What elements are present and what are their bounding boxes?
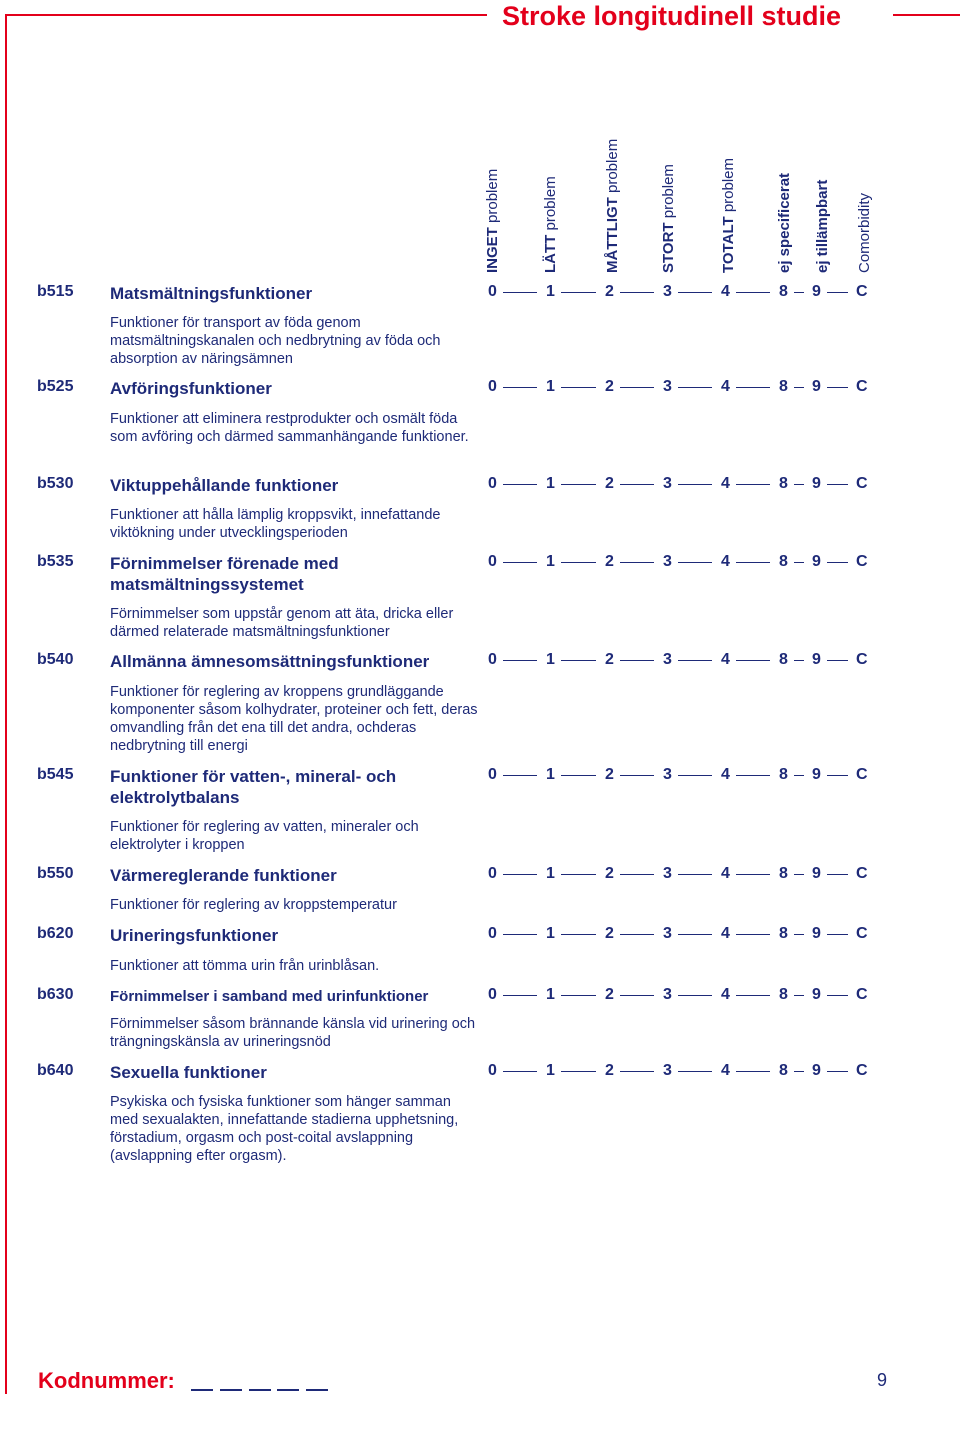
scale-connector-line <box>827 934 848 935</box>
rating-option[interactable]: 2 <box>605 986 614 1003</box>
rating-option[interactable]: C <box>856 766 868 783</box>
scale-connector-line <box>620 934 654 935</box>
item-name: Viktuppehållande funktioner <box>110 476 339 495</box>
scale-connector-line <box>561 934 596 935</box>
code-blank-5 <box>306 1389 328 1391</box>
rating-option[interactable]: 1 <box>546 925 555 942</box>
rating-option[interactable]: 1 <box>546 553 555 570</box>
column-header <box>484 73 501 273</box>
scale-connector-line <box>503 660 537 661</box>
rating-option[interactable]: 0 <box>488 1062 497 1079</box>
rating-option[interactable]: 8 <box>779 925 788 942</box>
rating-option[interactable]: 9 <box>812 986 821 1003</box>
scale-connector-line <box>620 995 654 996</box>
item-name: Förnimmelser i samband med urinfunktioner <box>110 988 429 1005</box>
scale-connector-line <box>827 660 848 661</box>
rating-option[interactable]: 1 <box>546 1062 555 1079</box>
item-code: b640 <box>37 1062 74 1079</box>
rating-option[interactable]: 2 <box>605 1062 614 1079</box>
rating-option[interactable]: C <box>856 378 868 395</box>
item-description: Funktioner att hålla lämplig kroppsvikt, innefattande viktökning under utvecklingsperioden <box>110 507 441 541</box>
scale-connector-line <box>678 775 712 776</box>
item-description: Funktioner för reglering av kroppstemperatur <box>110 897 397 913</box>
rating-scale <box>0 865 960 885</box>
scale-connector-line <box>503 934 537 935</box>
rating-option[interactable]: 0 <box>488 475 497 492</box>
rating-option[interactable]: 0 <box>488 766 497 783</box>
item-name: Sexuella funktioner <box>110 1063 267 1082</box>
scale-connector-line <box>561 562 596 563</box>
scale-connector-line <box>736 874 770 875</box>
rating-option[interactable]: 8 <box>779 475 788 492</box>
column-header-strong: ej specificerat <box>776 172 793 273</box>
rating-option[interactable]: 4 <box>721 1062 730 1079</box>
rating-option[interactable]: 9 <box>812 475 821 492</box>
column-header-rest: problem <box>542 176 559 235</box>
rating-scale <box>0 766 960 786</box>
rating-option[interactable]: 9 <box>812 378 821 395</box>
scale-connector-line <box>827 292 848 293</box>
rating-option[interactable]: 1 <box>546 378 555 395</box>
scale-connector-line <box>794 934 804 935</box>
rating-option[interactable]: 8 <box>779 865 788 882</box>
column-header <box>720 73 737 273</box>
item-code: b540 <box>37 651 74 668</box>
rating-option[interactable]: 2 <box>605 865 614 882</box>
rating-option[interactable]: C <box>856 986 868 1003</box>
rating-option[interactable]: 0 <box>488 553 497 570</box>
scale-connector-line <box>678 1071 712 1072</box>
rating-option[interactable]: 9 <box>812 925 821 942</box>
scale-connector-line <box>620 387 654 388</box>
scale-connector-line <box>561 660 596 661</box>
rating-option[interactable]: 1 <box>546 283 555 300</box>
column-header-strong: LÄTT <box>542 234 559 273</box>
scale-connector-line <box>678 484 712 485</box>
frame-left-line <box>5 14 7 1394</box>
scale-connector-line <box>794 292 804 293</box>
rating-option[interactable]: 4 <box>721 553 730 570</box>
scale-connector-line <box>736 292 770 293</box>
item-code: b620 <box>37 925 74 942</box>
scale-connector-line <box>503 292 537 293</box>
rating-option[interactable]: 8 <box>779 651 788 668</box>
rating-option[interactable]: 4 <box>721 378 730 395</box>
rating-scale <box>0 553 960 573</box>
scale-connector-line <box>561 874 596 875</box>
scale-connector-line <box>794 874 804 875</box>
scale-connector-line <box>827 1071 848 1072</box>
column-header-rest: problem <box>604 138 621 198</box>
rating-option[interactable]: 2 <box>605 651 614 668</box>
rating-scale <box>0 283 960 303</box>
rating-scale <box>0 986 960 1006</box>
item-code: b550 <box>37 865 74 882</box>
item-name: Värmereglerande funktioner <box>110 866 337 885</box>
rating-option[interactable]: C <box>856 1062 868 1079</box>
column-header <box>814 73 831 273</box>
item-name: Avföringsfunktioner <box>110 379 272 398</box>
scale-connector-line <box>620 874 654 875</box>
code-blank-1 <box>191 1389 213 1391</box>
item-name: Funktioner för vatten-, mineral- och elektrolytbalans <box>110 767 397 807</box>
scale-connector-line <box>503 387 537 388</box>
code-blank-3 <box>249 1389 271 1391</box>
code-number-label: Kodnummer: <box>38 1368 175 1393</box>
column-header <box>660 73 677 273</box>
scale-connector-line <box>561 995 596 996</box>
scale-connector-line <box>620 562 654 563</box>
rating-option[interactable]: 4 <box>721 865 730 882</box>
scale-connector-line <box>503 484 537 485</box>
scale-connector-line <box>678 934 712 935</box>
rating-scale <box>0 925 960 945</box>
item-code: b530 <box>37 475 74 492</box>
frame-top-line <box>5 14 487 16</box>
scale-connector-line <box>620 775 654 776</box>
scale-connector-line <box>794 387 804 388</box>
frame-right-line <box>893 14 960 16</box>
scale-connector-line <box>827 874 848 875</box>
scale-connector-line <box>503 775 537 776</box>
rating-option[interactable]: 1 <box>546 475 555 492</box>
scale-connector-line <box>736 484 770 485</box>
rating-option[interactable]: 0 <box>488 378 497 395</box>
column-header-rest: Comorbidity <box>856 192 873 273</box>
rating-option[interactable]: 8 <box>779 378 788 395</box>
rating-option[interactable]: 3 <box>663 766 672 783</box>
rating-option[interactable]: 9 <box>812 651 821 668</box>
scale-connector-line <box>794 995 804 996</box>
rating-option[interactable]: 4 <box>721 651 730 668</box>
scale-connector-line <box>827 995 848 996</box>
item-description: Funktioner för transport av föda genom matsmältningskanalen och nedbrytning av föda och absorption av näringsämnen <box>110 315 441 367</box>
rating-option[interactable]: 1 <box>546 865 555 882</box>
rating-scale <box>0 475 960 495</box>
rating-option[interactable]: C <box>856 283 868 300</box>
column-header-rest: problem <box>720 157 737 217</box>
code-blank-4 <box>277 1389 299 1391</box>
scale-connector-line <box>794 562 804 563</box>
scale-connector-line <box>678 387 712 388</box>
rating-option[interactable]: 2 <box>605 283 614 300</box>
rating-option[interactable]: 1 <box>546 766 555 783</box>
scale-connector-line <box>620 1071 654 1072</box>
rating-option[interactable]: 3 <box>663 378 672 395</box>
rating-option[interactable]: 3 <box>663 475 672 492</box>
rating-option[interactable]: 8 <box>779 766 788 783</box>
rating-option[interactable]: 3 <box>663 651 672 668</box>
rating-option[interactable]: 0 <box>488 986 497 1003</box>
rating-option[interactable]: 3 <box>663 986 672 1003</box>
scale-connector-line <box>736 660 770 661</box>
rating-option[interactable]: 9 <box>812 1062 821 1079</box>
scale-connector-line <box>736 995 770 996</box>
rating-option[interactable]: 2 <box>605 766 614 783</box>
rating-option[interactable]: 0 <box>488 651 497 668</box>
item-description: Funktioner för reglering av vatten, mineraler och elektrolyter i kroppen <box>110 819 419 853</box>
rating-option[interactable]: 8 <box>779 1062 788 1079</box>
scale-connector-line <box>794 775 804 776</box>
rating-option[interactable]: 9 <box>812 283 821 300</box>
column-header-strong: STORT <box>660 222 677 273</box>
scale-connector-line <box>736 934 770 935</box>
rating-option[interactable]: 8 <box>779 283 788 300</box>
rating-option[interactable]: 1 <box>546 986 555 1003</box>
column-header-strong: INGET <box>484 227 501 273</box>
page-title: Stroke longitudinell studie <box>502 1 842 31</box>
rating-scale <box>0 378 960 398</box>
scale-connector-line <box>561 292 596 293</box>
scale-connector-line <box>561 775 596 776</box>
item-name: Allmänna ämnesomsättningsfunktioner <box>110 652 430 671</box>
rating-option[interactable]: C <box>856 651 868 668</box>
rating-option[interactable]: 3 <box>663 865 672 882</box>
column-header-strong: TOTALT <box>720 216 737 273</box>
rating-option[interactable]: 0 <box>488 283 497 300</box>
column-header-rest: problem <box>660 164 677 223</box>
item-description: Förnimmelser som uppstår genom att äta, dricka eller därmed relaterade matsmältningsfunktioner <box>110 606 454 640</box>
scale-connector-line <box>794 484 804 485</box>
column-header <box>776 73 793 273</box>
column-header-strong: ej tillämpbart <box>814 179 831 273</box>
item-description: Förnimmelser såsom brännande känsla vid urinering och trängningskänsla av urineringsnöd <box>110 1016 476 1050</box>
page-number: 9 <box>877 1370 888 1390</box>
scale-connector-line <box>736 387 770 388</box>
rating-scale <box>0 1062 960 1082</box>
item-name: Förnimmelser förenade med matsmältningssystemet <box>110 554 339 594</box>
rating-option[interactable]: 3 <box>663 925 672 942</box>
scale-connector-line <box>794 1071 804 1072</box>
scale-connector-line <box>827 387 848 388</box>
item-name: Urineringsfunktioner <box>110 926 279 945</box>
rating-option[interactable]: C <box>856 475 868 492</box>
column-header <box>604 73 621 273</box>
rating-option[interactable]: 8 <box>779 986 788 1003</box>
rating-option[interactable]: 2 <box>605 925 614 942</box>
scale-connector-line <box>620 484 654 485</box>
scale-connector-line <box>561 484 596 485</box>
rating-option[interactable]: 0 <box>488 865 497 882</box>
rating-option[interactable]: 2 <box>605 378 614 395</box>
scale-connector-line <box>620 292 654 293</box>
rating-option[interactable]: 0 <box>488 925 497 942</box>
scale-connector-line <box>503 1071 537 1072</box>
rating-option[interactable]: 2 <box>605 553 614 570</box>
item-description: Psykiska och fysiska funktioner som hänger samman med sexualakten, innefattande stadierna upphetsning, förstadium, orgasm och post-coital avslappning (avslappning efter orgasm). <box>110 1094 459 1164</box>
scale-connector-line <box>736 1071 770 1072</box>
scale-connector-line <box>561 387 596 388</box>
scale-connector-line <box>503 995 537 996</box>
rating-option[interactable]: C <box>856 553 868 570</box>
scale-connector-line <box>678 660 712 661</box>
item-code: b545 <box>37 766 74 783</box>
item-code: b630 <box>37 986 74 1003</box>
item-code: b515 <box>37 283 74 300</box>
scale-connector-line <box>794 660 804 661</box>
column-header <box>856 73 873 273</box>
scale-connector-line <box>561 1071 596 1072</box>
scale-connector-line <box>503 874 537 875</box>
rating-option[interactable]: 4 <box>721 283 730 300</box>
scale-connector-line <box>678 874 712 875</box>
scale-connector-line <box>736 775 770 776</box>
rating-option[interactable]: 3 <box>663 1062 672 1079</box>
rating-option[interactable]: C <box>856 925 868 942</box>
scale-connector-line <box>620 660 654 661</box>
scale-connector-line <box>678 995 712 996</box>
scale-connector-line <box>678 292 712 293</box>
rating-option[interactable]: 9 <box>812 553 821 570</box>
item-name: Matsmältningsfunktioner <box>110 284 313 303</box>
rating-option[interactable]: 1 <box>546 651 555 668</box>
rating-option[interactable]: C <box>856 865 868 882</box>
rating-scale <box>0 651 960 671</box>
rating-option[interactable]: 9 <box>812 766 821 783</box>
scale-connector-line <box>827 775 848 776</box>
rating-option[interactable]: 3 <box>663 283 672 300</box>
scale-connector-line <box>736 562 770 563</box>
item-code: b535 <box>37 553 74 570</box>
item-code: b525 <box>37 378 74 395</box>
rating-option[interactable]: 9 <box>812 865 821 882</box>
item-description: Funktioner för reglering av kroppens grundläggande komponenter såsom kolhydrater, proteiner och fett, deras omvandling från det ena till det andra, ochderas nedbrytning till energi <box>110 684 478 754</box>
scale-connector-line <box>503 562 537 563</box>
scale-connector-line <box>827 562 848 563</box>
column-header-rest: problem <box>484 168 501 228</box>
item-description: Funktioner att eliminera restprodukter och osmält föda som avföring och därmed sammanhängande funktioner. <box>110 411 469 445</box>
item-description: Funktioner att tömma urin från urinblåsan. <box>110 958 380 974</box>
column-header-strong: MÅTTLIGT <box>604 197 621 273</box>
scale-connector-line <box>827 484 848 485</box>
rating-option[interactable]: 4 <box>721 766 730 783</box>
rating-option[interactable]: 4 <box>721 475 730 492</box>
code-blank-2 <box>220 1389 242 1391</box>
rating-option[interactable]: 2 <box>605 475 614 492</box>
rating-option[interactable]: 3 <box>663 553 672 570</box>
rating-option[interactable]: 4 <box>721 925 730 942</box>
column-header <box>542 73 559 273</box>
rating-option[interactable]: 8 <box>779 553 788 570</box>
rating-option[interactable]: 4 <box>721 986 730 1003</box>
scale-connector-line <box>678 562 712 563</box>
